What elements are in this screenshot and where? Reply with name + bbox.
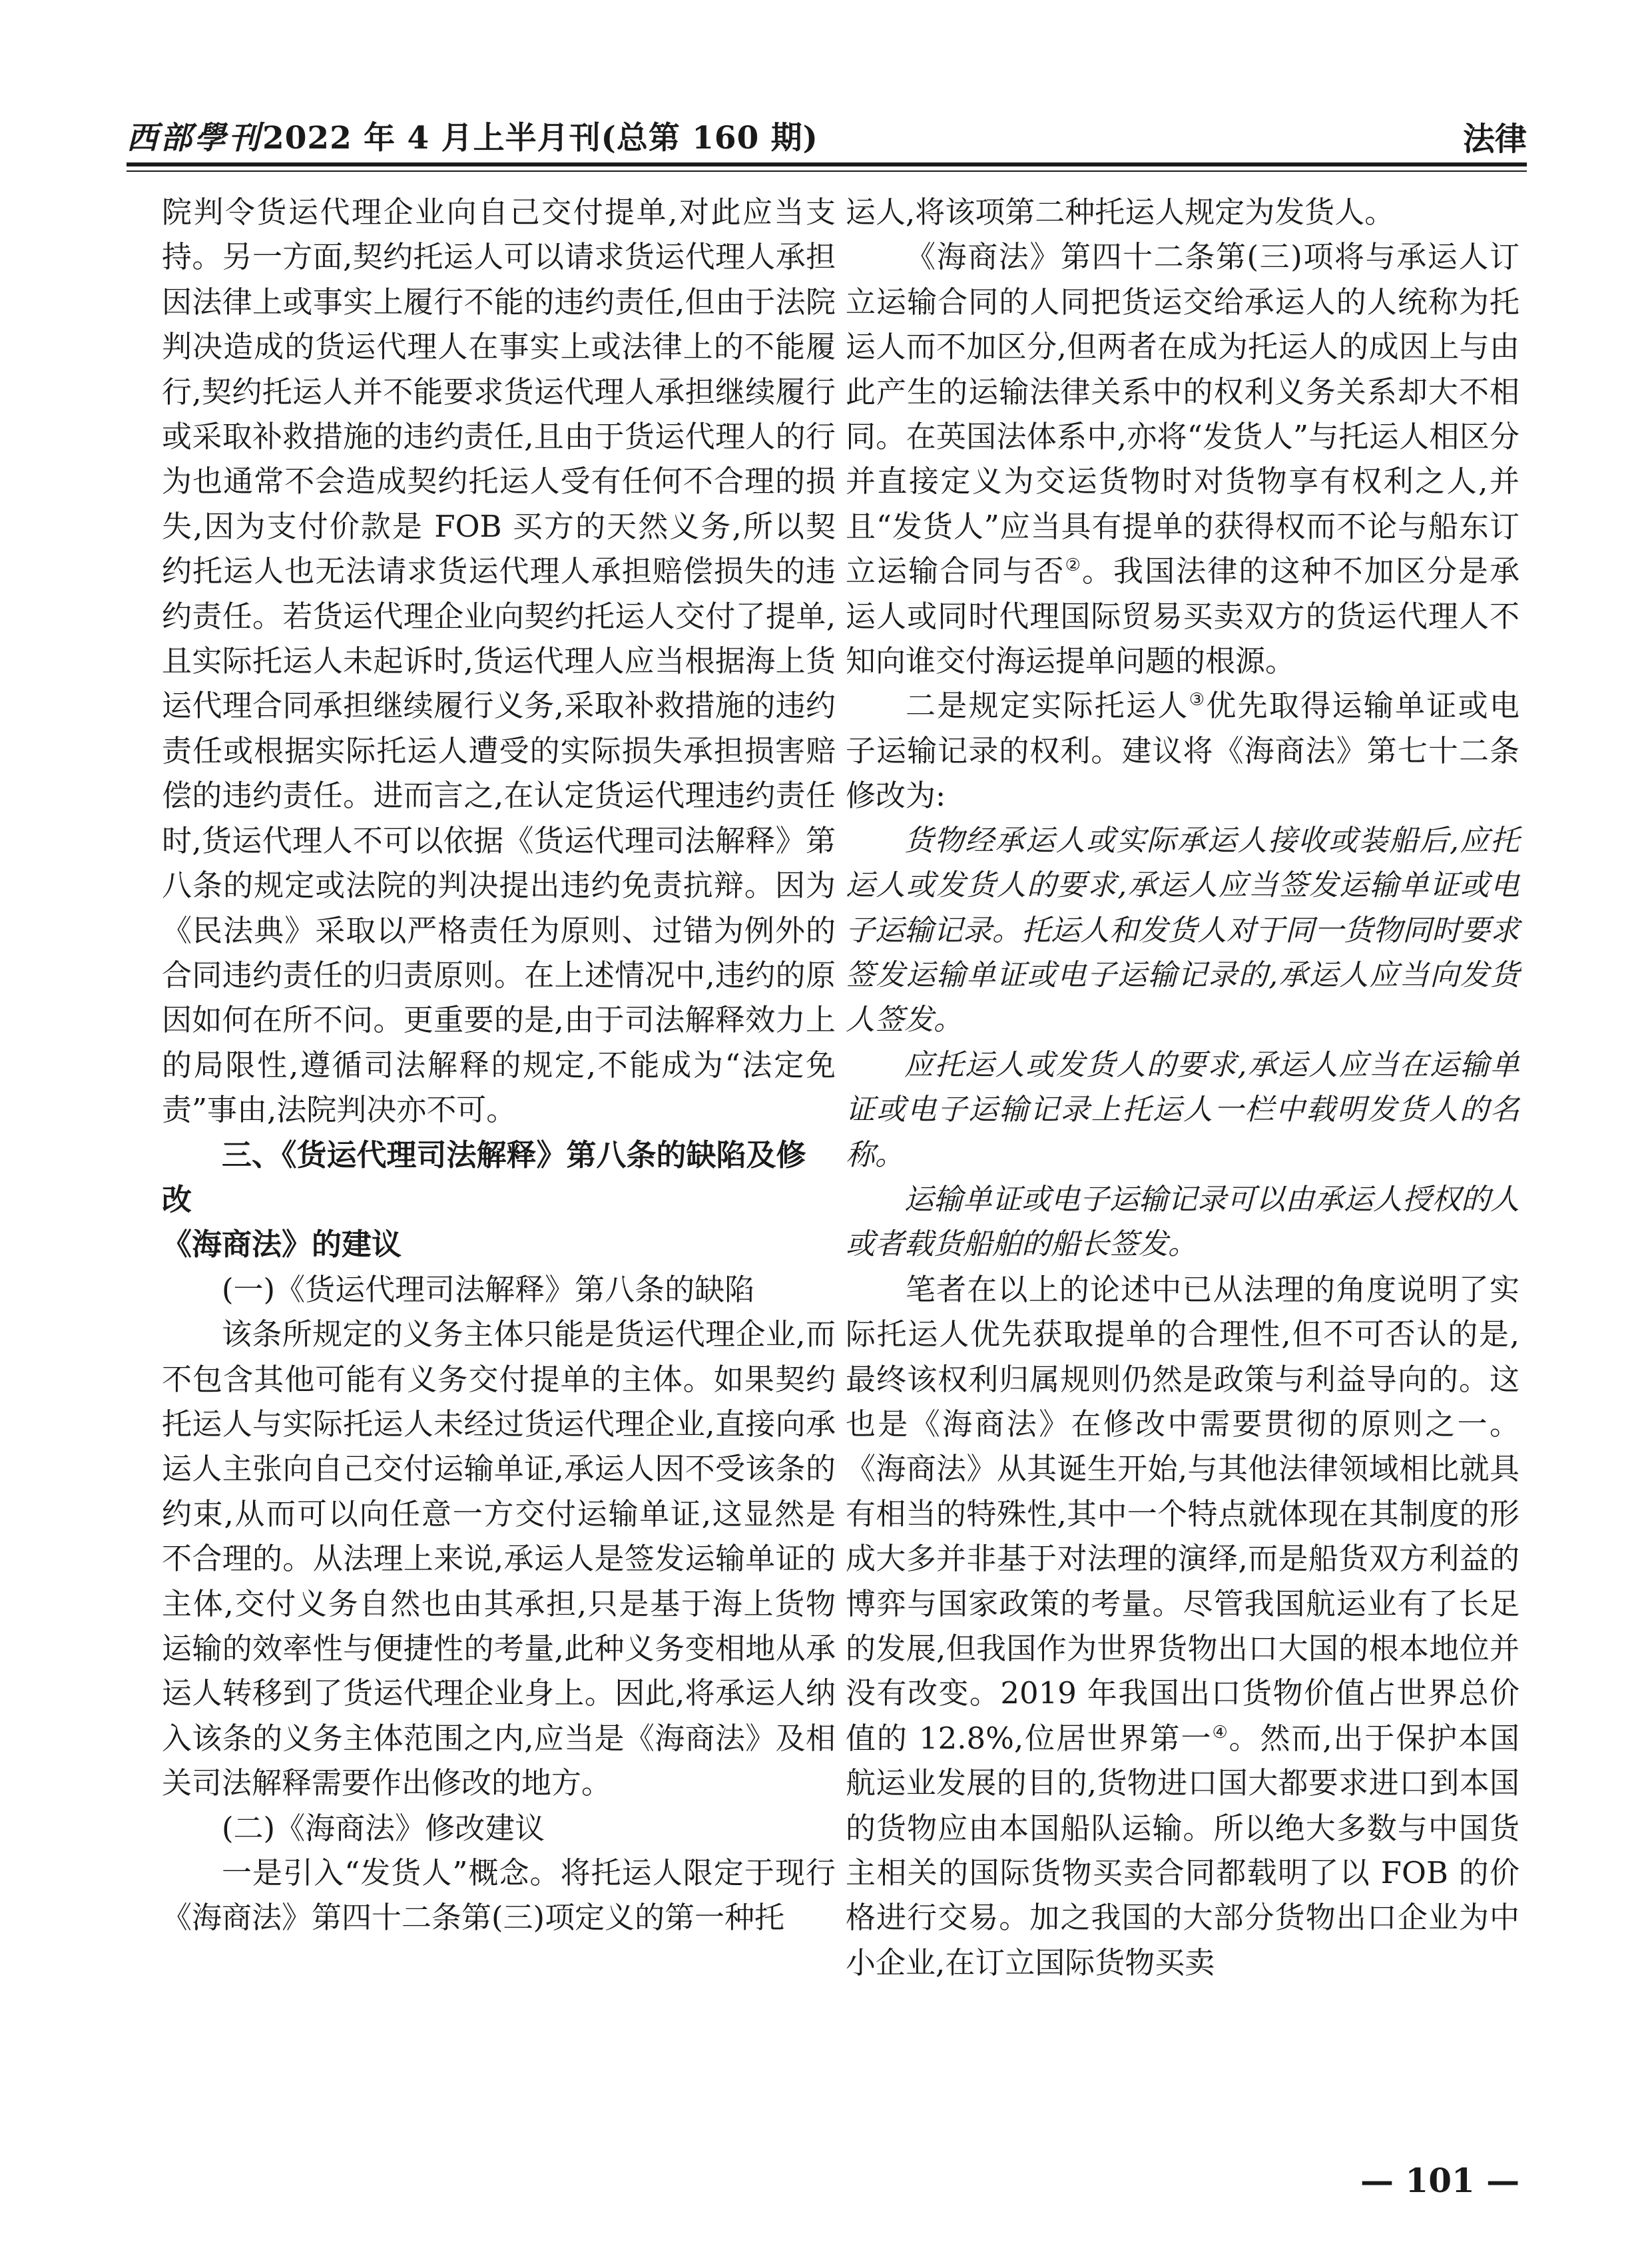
header-rule-thin — [127, 170, 1527, 172]
paragraph: 院判令货运代理企业向自己交付提单,对此应当支持。另一方面,契约托运人可以请求货运代理人承担因法律上或事实上履行不能的违约责任,但由于法院判决造成的货运代理人在事实上或法律上的不能履行,契约托运人并不能要求货运代理人承担继续履行或采取补救措施的违约责任,且由于货运代理人的行为也通常不会造成契约托运人受有任何不合理的损失,因为支付价款是 FOB 买方的天然义务,所以契约托运人也无法请求货运代理人承担赔偿损失的违约责任。若货运代理企业向契约托运人交付了提单,且实际托运人未起诉时,货运代理人应当根据海上货运代理合同承担继续履行义务,采取补救措施的违约责任或根据实际托运人遭受的实际损失承担损害赔偿的违约责任。进而言之,在认定货运代理违约责任时,货运代理人不可以依据《货运代理司法解释》第八条的规定或法院的判决提出违约免责抗辩。因为《民法典》采取以严格责任为原则、过错为例外的合同违约责任的归责原则。在上述情况中,违约的原因如何在所不问。更重要的是,由于司法解释效力上的局限性,遵循司法解释的规定,不能成为“法定免责”事由,法院判决亦不可。 — [162, 194, 836, 1128]
paragraph: 该条所规定的义务主体只能是货运代理企业,而不包含其他可能有义务交付提单的主体。如果契约托运人与实际托运人未经过货运代理企业,直接向承运人主张向自己交付运输单证,承运人因不受该条的约束,从而可以向任意一方交付运输单证,这显然是不合理的。从法理上来说,承运人是签发运输单证的主体,交付义务自然也由其承担,只是基于海上货物运输的效率性与便捷性的考量,此种义务变相地从承运人转移到了货运代理企业身上。因此,将承运人纳入该条的义务主体范围之内,应当是《海商法》及相关司法解释需要作出修改的地方。 — [162, 1316, 836, 1801]
proposed-article-text: 应托运人或发货人的要求,承运人应当在运输单证或电子运输记录上托运人一栏中载明发货人的名称。 — [846, 1047, 1519, 1172]
footnote-marker: ② — [1065, 555, 1082, 576]
paragraph-text: 二是规定实际托运人 — [906, 688, 1189, 724]
paragraph: 一是引入“发货人”概念。将托运人限定于现行《海商法》第四十二条第(三)项定义的第一种托 — [162, 1855, 836, 1936]
paragraph — [846, 683, 1519, 818]
header-rule-thick — [127, 162, 1527, 166]
paragraph — [846, 1267, 1519, 1986]
paragraph: 运人,将该项第二种托运人规定为发货人。 — [846, 194, 1395, 230]
paragraph-text: 。然而,出于保护本国航运业发展的目的,货物进口国大都要求进口到本国的货物应由本国船队运输。所以绝大多数与中国货主相关的国际货物买卖合同都载明了以 FOB 的价格进行交易。加之我国的大部分货物出口企业为中小企业,在订立国际货物买卖 — [846, 1720, 1519, 1980]
paragraph — [846, 234, 1519, 683]
section-label: 法律 — [1462, 121, 1527, 158]
section-heading-continued: 《海商法》的建议 — [162, 1227, 402, 1262]
subsection-heading: (一)《货运代理司法解释》第八条的缺陷 — [222, 1271, 755, 1307]
footnote-marker: ③ — [1189, 690, 1207, 710]
right-column — [846, 190, 1519, 1985]
paragraph-text: 笔者在以上的论述中已从法理的角度说明了实际托运人优先获取提单的合理性,但不可否认的是,最终该权利归属规则仍然是政策与利益导向的。这也是《海商法》在修改中需要贯彻的原则之一。《海商法》从其诞生开始,与其他法律领域相比就具有相当的特殊性,其中一个特点就体现在其制度的形成大多并非基于对法理的演绎,而是船货双方利益的博弈与国家政策的考量。尽管我国航运业有了长足的发展,但我国作为世界货物出口大国的根本地位并没有改变。2019 年我国出口货物价值占世界总价值的 12.8%,位居世界第一 — [846, 1271, 1519, 1756]
journal-logo: 西部學刊 — [127, 120, 262, 156]
footnote-marker: ④ — [1212, 1722, 1229, 1743]
running-header — [127, 113, 1527, 160]
subsection-heading: (二)《海商法》修改建议 — [222, 1810, 545, 1846]
issue-info: 2022 年 4 月上半月刊(总第 160 期) — [262, 120, 818, 156]
section-heading: 三、《货运代理司法解释》第八条的缺陷及修改 — [162, 1137, 806, 1217]
left-column — [162, 190, 836, 1940]
paragraph-text: 《海商法》第四十二条第(三)项将与承运人订立运输合同的人同把货运交给承运人的人统称为托运人而不加区分,但两者在成为托运人的成因上与由此产生的运输法律关系中的权利义务关系却大不相同。在英国法体系中,亦将“发货人”与托运人相区分并直接定义为交运货物时对货物享有权利之人,并且“发货人”应当具有提单的获得权而不论与船东订立运输合同与否 — [846, 239, 1519, 589]
paragraph-text: 优先取得运输单证或电子运输记录的权利。建议将《海商法》第七十二条修改为: — [846, 688, 1519, 814]
proposed-article-text: 运输单证或电子运输记录可以由承运人授权的人或者载货船舶的船长签发。 — [846, 1182, 1519, 1262]
page-number: — 101 — — [1360, 2161, 1520, 2200]
journal-title — [127, 113, 818, 158]
proposed-article-text: 货物经承运人或实际承运人接收或装船后,应托运人或发货人的要求,承运人应当签发运输单证或电子运输记录。托运人和发货人对于同一货物同时要求签发运输单证或电子运输记录的,承运人应当向发货人签发。 — [846, 823, 1519, 1037]
paragraph-text: 。我国法律的这种不加区分是承运人或同时代理国际贸易买卖双方的货运代理人不知向谁交付海运提单问题的根源。 — [846, 553, 1519, 679]
